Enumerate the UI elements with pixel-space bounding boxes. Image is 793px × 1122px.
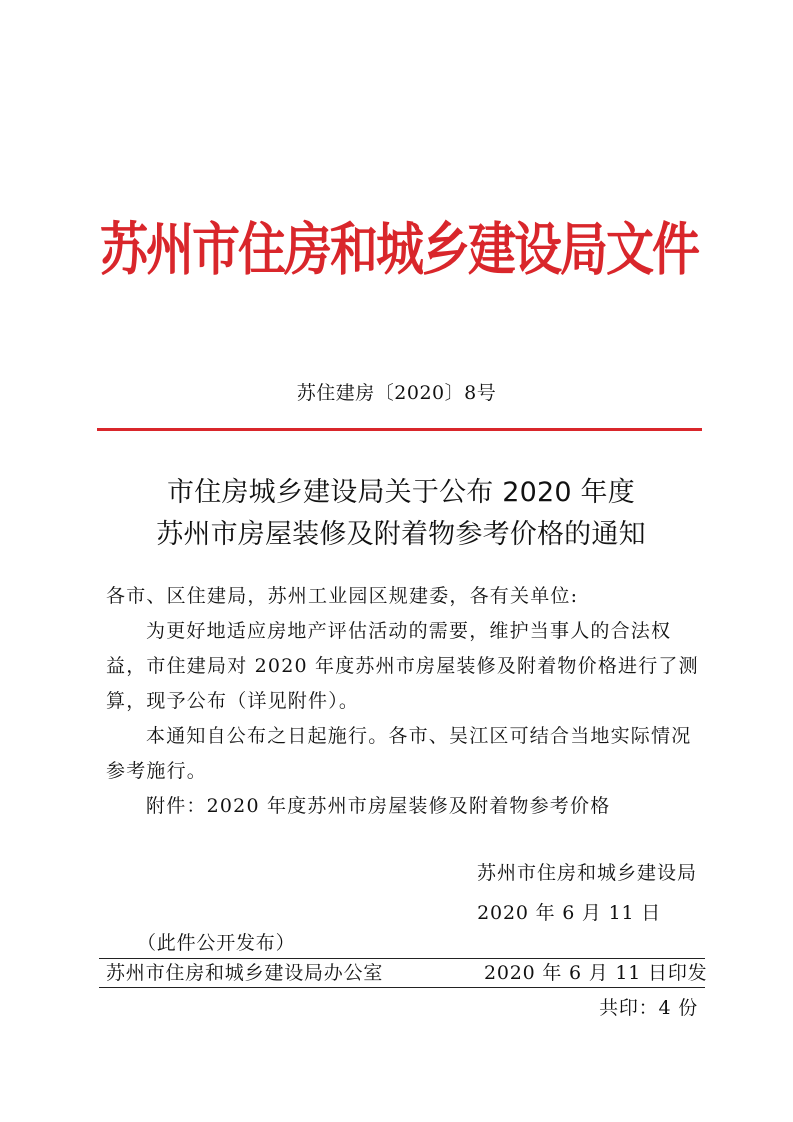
document-subject — [95, 472, 707, 556]
footer-office: 苏州市住房和城乡建设局办公室 — [106, 962, 384, 984]
copies-printed: 共印：4 份 — [599, 997, 698, 1019]
subject-line-1: 市住房城乡建设局关于公布 2020 年度 — [167, 477, 635, 508]
document-number: 苏住建房〔2020〕8号 — [296, 382, 497, 404]
body-paragraph-2: 本通知自公布之日起施行。各市、吴江区可结合当地实际情况参考施行。 — [106, 725, 692, 782]
signature-date: 2020 年 6 月 11 日 — [477, 902, 661, 924]
public-release-note: （此件公开发布） — [137, 932, 296, 954]
signature-organization: 苏州市住房和城乡建设局 — [476, 862, 697, 884]
footer-issue-date: 2020 年 6 月 11 日印发 — [484, 962, 708, 984]
document-body — [106, 579, 706, 824]
issuer-title: 苏州市住房和城乡建设局文件 — [99, 216, 698, 284]
red-divider — [97, 428, 702, 431]
recipients-line: 各市、区住建局，苏州工业园区规建委，各有关单位: — [106, 585, 579, 607]
footer-bottom-rule — [99, 987, 705, 988]
subject-line-2: 苏州市房屋装修及附着物参考价格的通知 — [156, 519, 646, 550]
body-paragraph-1: 为更好地适应房地产评估活动的需要，维护当事人的合法权益，市住建局对 2020 年度苏州市房屋装修及附着物价格进行了测算，现予公布（详见附件）。 — [106, 620, 699, 712]
attachment-line: 附件：2020 年度苏州市房屋装修及附着物参考价格 — [146, 795, 611, 817]
